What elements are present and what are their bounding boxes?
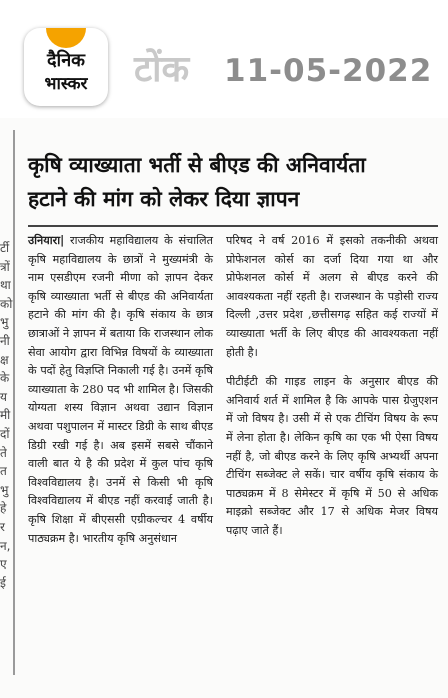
- edge-fragment: ई: [0, 575, 6, 590]
- headline-rule: [28, 225, 438, 227]
- dateline: उनियारा|: [28, 234, 65, 247]
- column-divider: [13, 130, 15, 675]
- edge-fragment: क्ष: [0, 352, 9, 367]
- edge-fragment: त: [0, 464, 7, 479]
- edge-fragment: य: [0, 389, 7, 404]
- headline-line-1: कृषि व्याख्याता भर्ती से बीएड की अनिवार्यता: [28, 153, 366, 177]
- edge-fragment: के: [0, 371, 10, 386]
- edge-fragment: नी: [0, 334, 10, 348]
- edge-fragment: त्रों: [0, 259, 10, 274]
- edge-fragment: भु: [0, 482, 9, 497]
- edge-fragment: हे: [0, 501, 7, 516]
- left-paragraph: [28, 232, 213, 548]
- city-name: टोंक: [134, 49, 190, 90]
- edge-fragment: र्टी: [0, 241, 10, 255]
- headline-line-2: हटाने की मांग को लेकर दिया ज्ञापन: [28, 187, 300, 211]
- edge-fragment: को: [0, 296, 13, 311]
- logo-line-2: भास्कर: [44, 74, 88, 94]
- right-paragraph-1: परिषद ने वर्ष 2016 में इसको तकनीकी अथवा प्रोफेशनल कोर्स का दर्जा दिया गया था और प्रोफेशनल कोर्स में अलग से बीएड करने की आवश्यकता नहीं रहती है। राजस्थान के पड़ोसी राज्य दिल्ली ,उत्तर प्रदेश ,छत्तीसगढ़ सहित कई राज्यों में व्याख्याता भर्ती के लिए बीएड की आवश्यकता नहीं होती है।: [226, 234, 438, 359]
- adjacent-column-fragments: [0, 118, 14, 698]
- edge-fragment: न,: [0, 538, 11, 553]
- edge-fragment: र: [0, 520, 5, 534]
- article-column-left: [28, 232, 213, 548]
- edge-fragment: ए: [0, 557, 7, 572]
- article-column-right: [226, 232, 438, 541]
- article-headline: [28, 148, 438, 216]
- publication-date: 11-05-2022: [224, 53, 433, 89]
- edge-fragment: ते: [0, 445, 7, 460]
- right-paragraph-2: पीटीईटी की गाइड लाइन के अनुसार बीएड की अनिवार्य शर्त में शामिल है कि आपके पास ग्रेजुएशन में जो विषय है। उसी में से एक टीचिंग विषय के रूप में लेना होता है। लेकिन कृषि का एक भी ऐसा विषय नहीं है, जो बीएड करने के लिए कृषि अभ्यर्थी अपना टीचिंग सब्जेक्ट ले सकें। चार वर्षीय कृषि संकाय के पाठ्यक्रम में 8 सेमेस्टर में कृषि में 50 से अधिक माइक्रो सब्जेक्ट और 17 से अधिक मेजर विषय पढ़ाए जाते हैं।: [226, 375, 438, 537]
- dainik-bhaskar-logo: [24, 28, 108, 106]
- clipping-header: [0, 0, 448, 118]
- logo-sun-icon: [46, 28, 86, 48]
- edge-fragment: भु: [0, 315, 9, 330]
- edge-fragment: था: [0, 278, 11, 293]
- edge-fragment: मी: [0, 408, 11, 423]
- edge-fragment: दों: [0, 427, 10, 441]
- left-column-text: राजकीय महाविद्यालय के संचालित कृषि महाविद्यालय के छात्रों ने मुख्यमंत्री के नाम एसडीएम रजनी मीणा को ज्ञापन देकर कृषि व्याख्याता भर्ती से बीएड की अनिवार्यता हटाने की मांग की है। कृषि संकाय के छात्र छात्राओं ने ज्ञापन में बताया कि राजस्थान लोक सेवा आयोग द्वारा विभिन्न विषयों के व्याख्याता के पदों हेतु विज्ञप्ति निकाली गई है। उनमें कृषि व्याख्याता के 280 पद भी शामिल है। जिसकी योग्यता शस्य विज्ञान अथवा उद्यान विज्ञान अथवा पशुपालन में मास्टर डिग्री के साथ बीएड डिग्री रखी गई है। अब इसमें सबसे चौंकाने वाली बात ये है की प्रदेश में कुल पांच कृषि विश्वविद्यालय है। उनमें से किसी भी कृषि विश्वविद्यालय में बीएड नहीं करवाई जाती है। कृषि शिक्षा में बीएससी एग्रीकल्चर 4 वर्षीय पाठ्यक्रम है। भारतीय कृषि अनुसंधान: [28, 234, 213, 545]
- logo-line-1: दैनिक: [46, 50, 86, 71]
